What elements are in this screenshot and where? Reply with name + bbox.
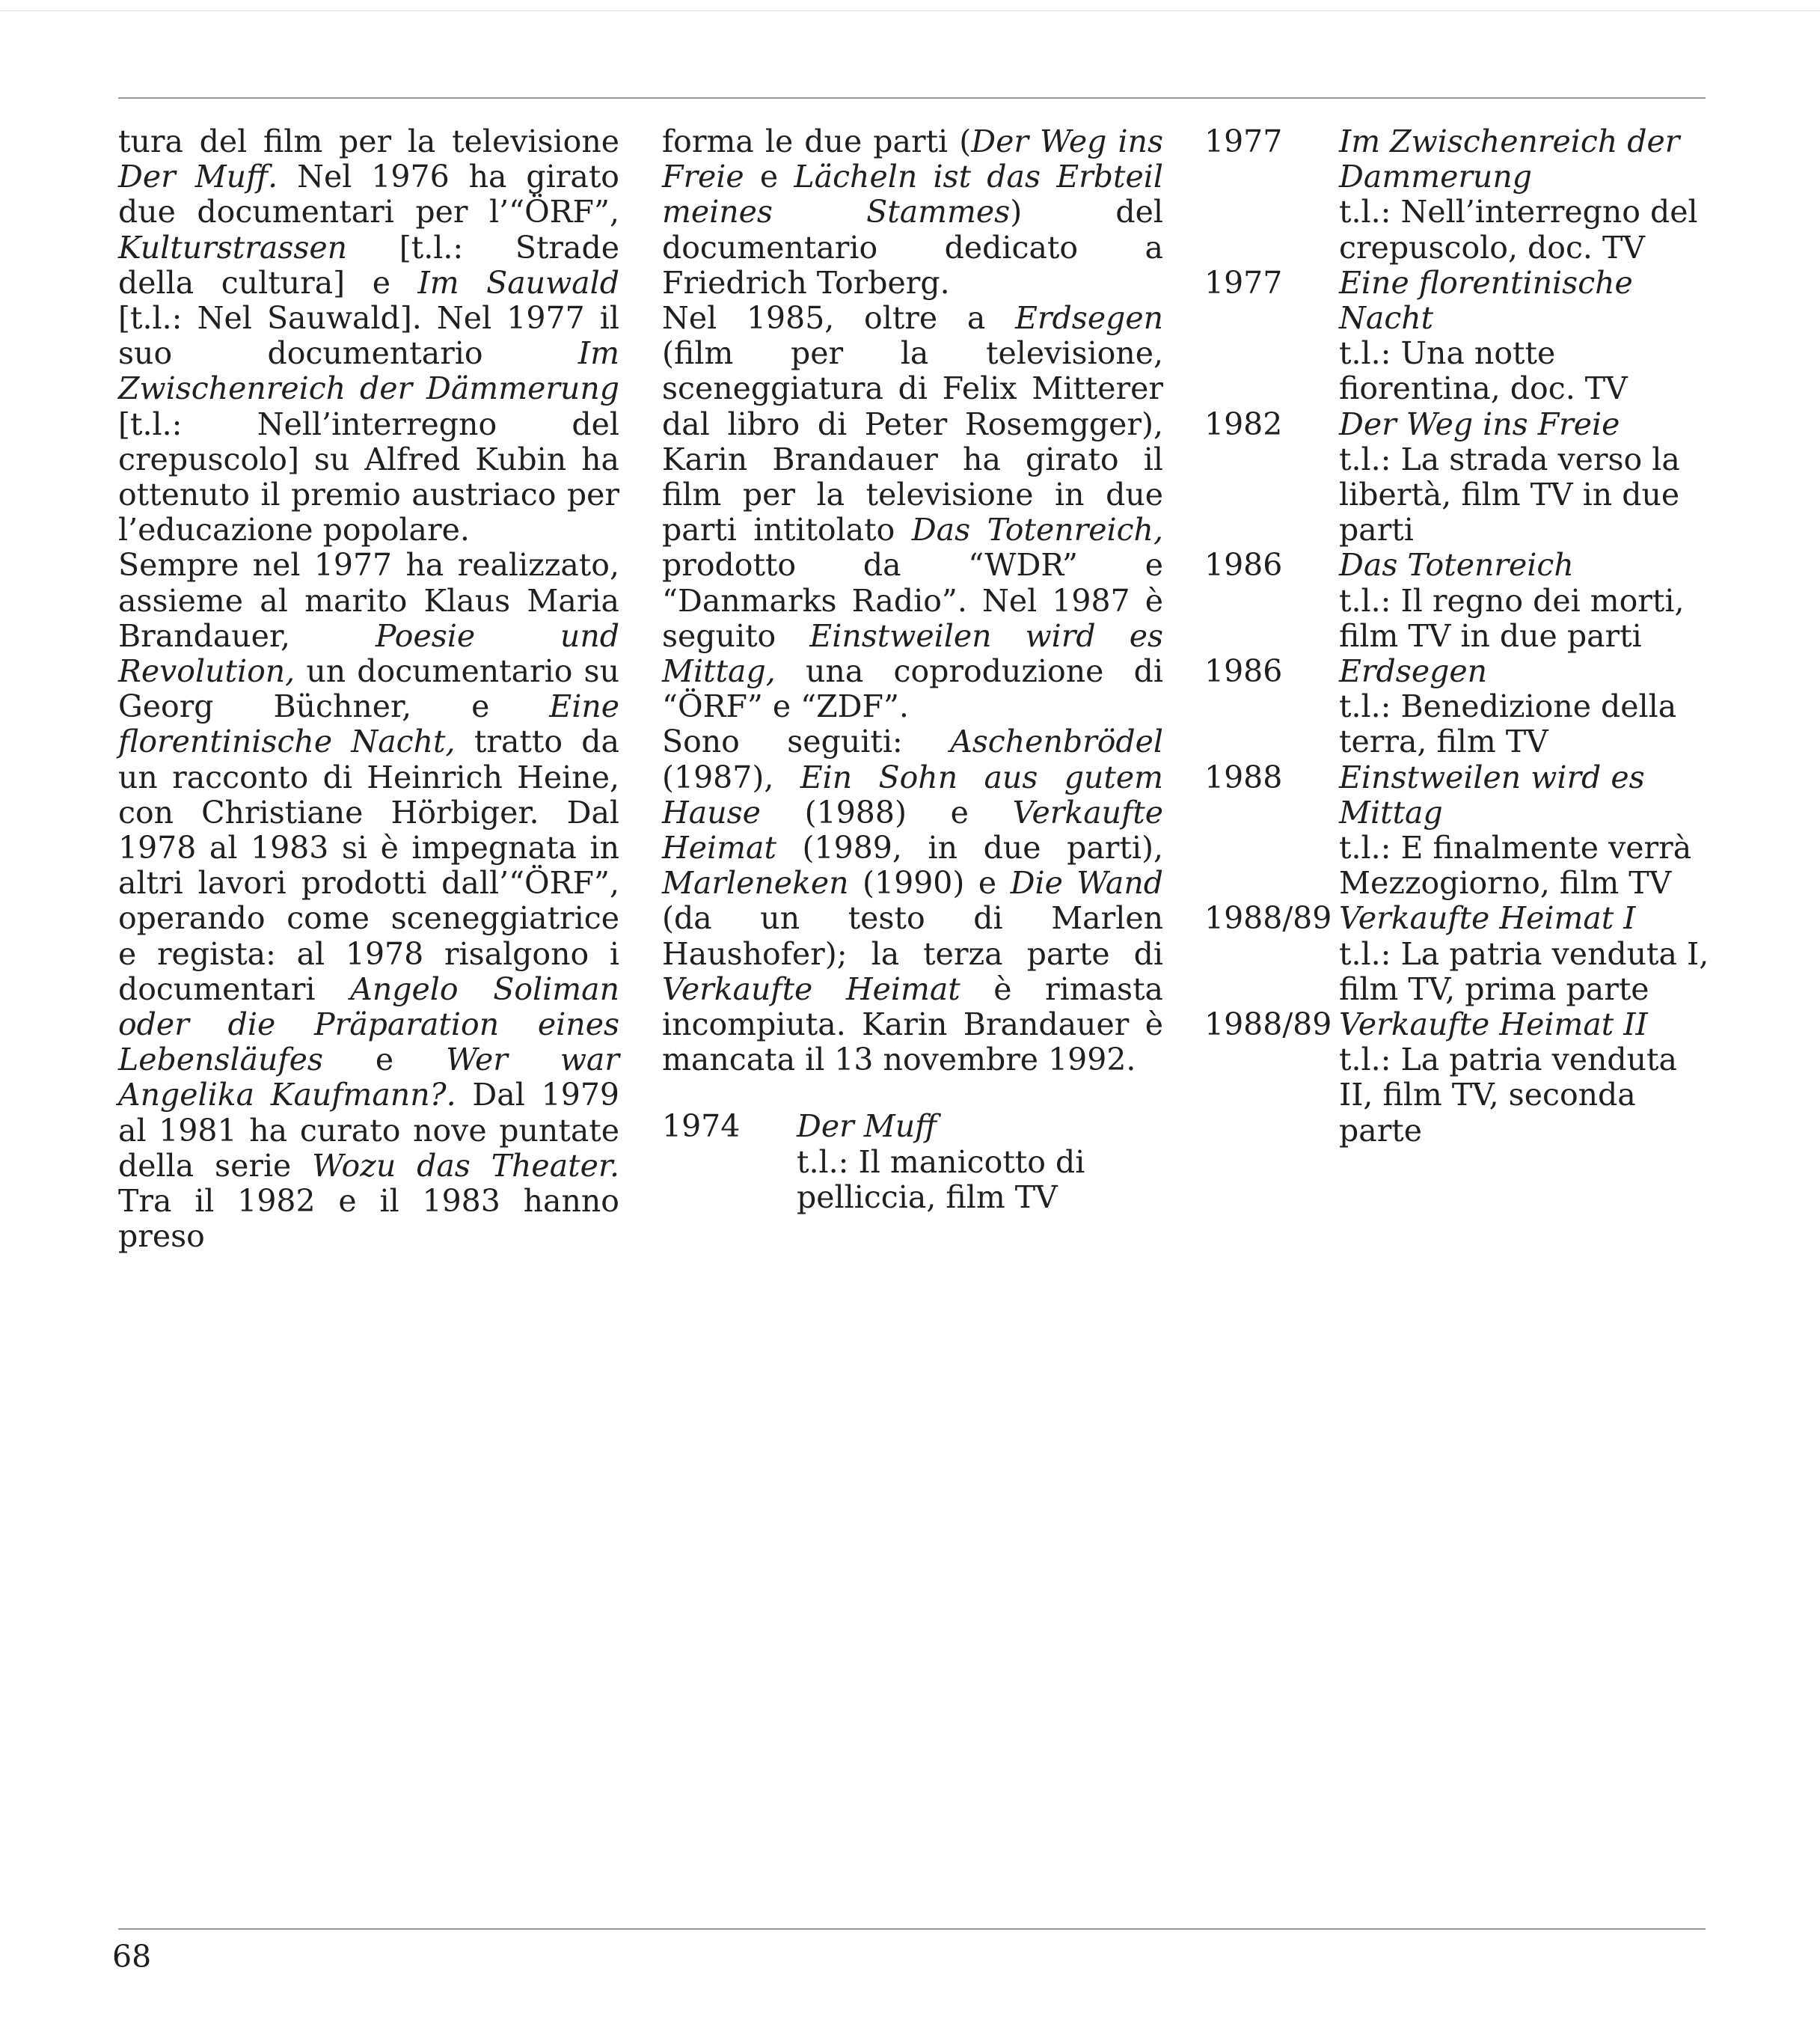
filmography-list (662, 1109, 1163, 1215)
film-title: Die Wand (1010, 865, 1163, 902)
filmography-entry (1204, 266, 1713, 407)
entry-body (797, 1109, 1163, 1215)
text-run: è rimasta incompiuta. Karin Brandauer è mancata il 13 novembre 1992. (662, 970, 1164, 1078)
paragraph (662, 301, 1163, 724)
entry-year: 1986 (1204, 547, 1283, 584)
entry-year: 1982 (1204, 406, 1283, 442)
text-run: Nel 1976 ha girato due documentari per l’“ÖRF”, (118, 159, 619, 230)
film-title: Wer war Angelika Kaufmann?. (118, 1042, 619, 1113)
text-run: Dal 1979 al 1981 ha curato nove puntate della serie (118, 1077, 619, 1184)
entry-body (1339, 901, 1713, 1007)
text-run: Nel 1985, oltre a (662, 300, 1015, 337)
film-title: Das Totenreich, (911, 512, 1163, 548)
entry-description: t.l.: La strada verso la libertà, film TV in due parti (1339, 441, 1680, 548)
paragraph (118, 548, 619, 1254)
text-run: prodotto da “WDR” e “Danmarks Radio”. Nel 1987 è seguito (662, 547, 1163, 654)
paragraph (662, 124, 1163, 301)
film-title: Im Zwischenreich der Dämmerung (118, 335, 619, 407)
entry-body (1339, 548, 1713, 654)
text-run: una coproduzione di “ÖRF” e “ZDF”. (662, 653, 1163, 725)
entry-title: Der Muff (797, 1108, 937, 1145)
entry-description: t.l.: Il manicotto di pelliccia, film TV (797, 1143, 1085, 1215)
entry-year: 1988/89 (1204, 1006, 1332, 1043)
text-run: un documentario su Georg Büchner, e (118, 653, 619, 725)
entry-year: 1977 (1204, 123, 1283, 159)
text-run: (1990) e (848, 865, 1011, 902)
text-run: (da un testo di Marlen Haushofer); la terza parte di (662, 900, 1163, 972)
entry-year: 1988 (1204, 759, 1283, 795)
text-run: ) del documentario dedicato a Friedrich Torberg. (662, 194, 1163, 301)
film-title: Der Muff. (118, 159, 278, 195)
text-run: Sono seguiti: (662, 724, 951, 760)
entry-year: 1977 (1204, 264, 1283, 301)
film-title: Verkaufte Heimat (662, 970, 960, 1007)
entry-description: t.l.: Una notte fiorentina, doc. TV (1339, 335, 1628, 407)
film-title: Marleneken (662, 865, 849, 902)
entry-title: Der Weg ins Freie (1339, 406, 1620, 442)
entry-body (1339, 124, 1713, 266)
film-title: Angelo Soliman oder die Präparation eines Lebensläufes (118, 970, 619, 1078)
entry-body (1339, 654, 1713, 760)
entry-body (1339, 760, 1713, 902)
entry-body (1339, 407, 1713, 548)
text-run: tura del film per la televisione (118, 123, 619, 159)
paragraph (118, 124, 619, 548)
text-run: [t.l.: Nel Sauwald]. Nel 1977 il suo documentario (118, 300, 619, 372)
entry-year: 1986 (1204, 653, 1283, 690)
text-run: Sempre nel 1977 ha realizzato, assieme al marito Klaus Maria Brandauer, (118, 547, 619, 654)
entry-title: Im Zwischenreich der Dammerung (1339, 123, 1680, 195)
entry-title: Erdsegen (1339, 653, 1487, 690)
entry-year: 1988/89 (1204, 900, 1332, 937)
entry-description: t.l.: Benedizione della terra, film TV (1339, 688, 1677, 760)
header-rule (118, 97, 1706, 99)
filmography-entry (1204, 901, 1713, 1007)
page-number: 68 (112, 1939, 152, 1975)
entry-body (1339, 266, 1713, 407)
text-run: [t.l.: Nell’interregno del crepuscolo] su Alfred Kubin ha ottenuto il premio austriaco per l’educazione popolare. (118, 406, 619, 548)
film-title: Erdsegen (1015, 300, 1163, 337)
entry-title: Eine florentinische Nacht (1339, 264, 1633, 337)
text-run: (1988) e (760, 794, 1013, 831)
entry-title: Einstweilen wird es Mittag (1339, 759, 1645, 831)
film-title: Verkaufte Heimat (662, 794, 1163, 866)
filmography-entry (662, 1109, 1163, 1215)
entry-title: Das Totenreich (1339, 547, 1574, 584)
film-title: Ein Sohn aus gutem Hause (662, 759, 1163, 831)
filmography-entry (1204, 1007, 1713, 1149)
text-run: (1989, in due parti), (776, 830, 1163, 866)
film-title: Eine florentinische Nacht, (118, 688, 619, 760)
film-title: Poesie und Revolution, (118, 617, 619, 690)
entry-title: Verkaufte Heimat I (1339, 900, 1636, 937)
text-run: forma le due parti ( (662, 123, 972, 159)
entry-year: 1974 (662, 1108, 741, 1145)
text-column-2 (662, 124, 1163, 1215)
entry-description: t.l.: Nell’interregno del crepuscolo, doc. TV (1339, 194, 1698, 266)
text-run: (film per la televisione, sceneggiatura di Felix Mitterer dal libro di Peter Rosemgger), Karin Brandauer ha girato il film per la televisione in due parti intitolato (662, 335, 1163, 548)
film-title: Der Weg ins Freie (662, 123, 1163, 195)
footer-rule (118, 1928, 1706, 1930)
text-run: e (744, 159, 794, 195)
scan-edge-line (0, 10, 1820, 11)
filmography-entry (1204, 654, 1713, 760)
entry-description: t.l.: La patria venduta I, film TV, prima parte (1339, 935, 1709, 1007)
entry-description: t.l.: Il regno dei morti, film TV in due parti (1339, 582, 1685, 654)
text-run: Tra il 1982 e il 1983 hanno preso (118, 1183, 619, 1255)
text-run: tratto da un racconto di Heinrich Heine, con Christiane Hörbiger. Dal 1978 al 1983 si è impegnata in altri lavori prodotti dall’“ÖRF”, operando come sceneggiatrice e regista: al 1978 risalgono i documentari (118, 724, 619, 1007)
filmography-column (1204, 124, 1713, 1149)
entry-body (1339, 1007, 1713, 1149)
film-title: Kulturstrassen (118, 229, 348, 266)
entry-description: t.l.: E finalmente verrà Mezzogiorno, film TV (1339, 830, 1692, 902)
paragraph (662, 724, 1163, 1077)
entry-title: Verkaufte Heimat II (1339, 1006, 1648, 1043)
film-title: Im Sauwald (417, 264, 619, 301)
text-run: e (322, 1042, 447, 1078)
text-run: [t.l.: Strade della cultura] e (118, 229, 619, 301)
film-title: Einstweilen wird es Mittag, (662, 617, 1163, 690)
filmography-entry (1204, 548, 1713, 654)
entry-description: t.l.: La patria venduta II, film TV, seconda parte (1339, 1042, 1677, 1149)
filmography-entry (1204, 124, 1713, 266)
filmography-entry (1204, 407, 1713, 548)
filmography-entry (1204, 760, 1713, 902)
text-run: (1987), (662, 759, 800, 795)
film-title: Lächeln ist das Erbteil meines Stammes (662, 159, 1163, 230)
text-column-1 (118, 124, 619, 1255)
film-title: Wozu das Theater. (312, 1147, 620, 1184)
film-title: Aschenbrödel (950, 724, 1163, 760)
